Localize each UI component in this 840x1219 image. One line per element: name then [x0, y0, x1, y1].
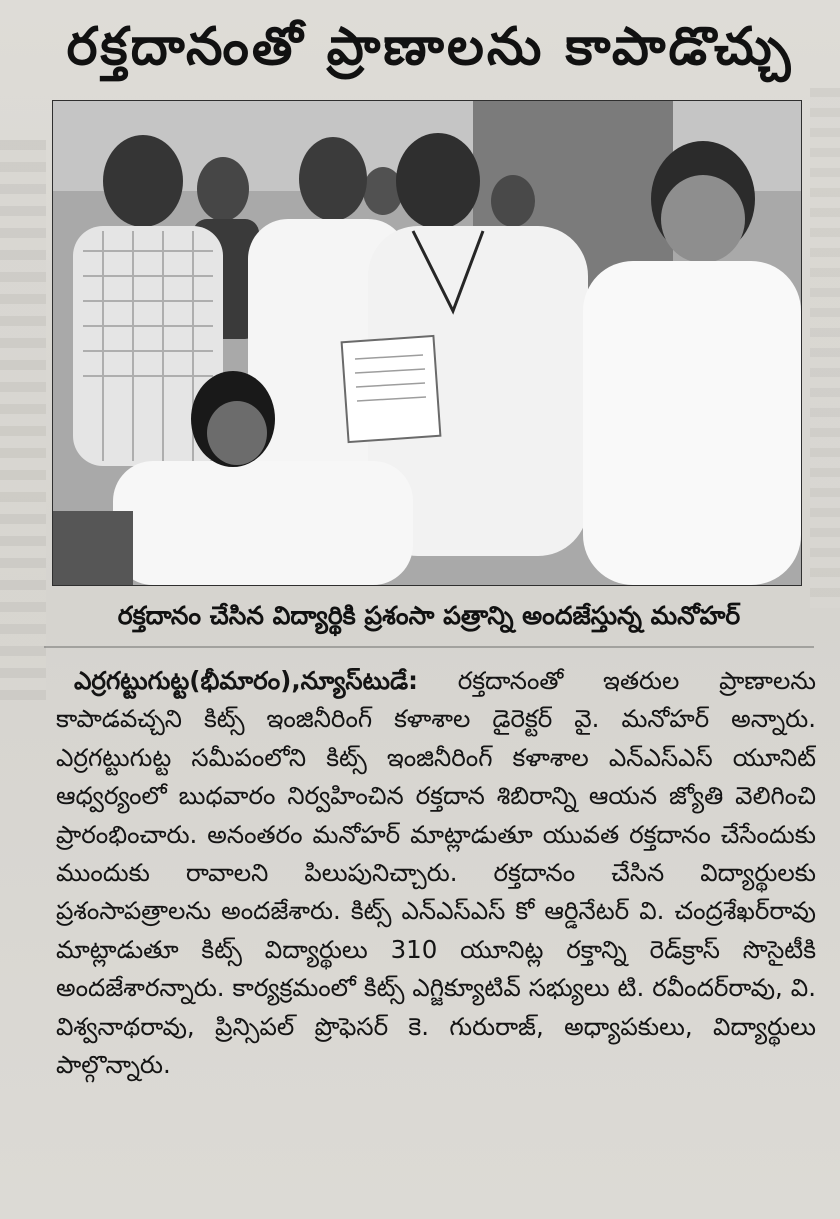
article-body — [56, 662, 816, 1210]
news-photo-icon — [53, 101, 801, 585]
news-photo — [52, 100, 802, 586]
article-text: రక్తదానంతో ఇతరుల ప్రాణాలను కాపాడవచ్చని కిట్స్ ఇంజినీరింగ్ కళాశాల డైరెక్టర్ వై. మనోహర్ అన్నారు. ఎర్రగట్టుగుట్ట సమీపంలోని కిట్స్ ఇంజినీరింగ్ కళాశాల ఎన్‌ఎస్‌ఎస్ యూనిట్ ఆధ్వర్యంలో బుధవారం నిర్వహించిన రక్తదాన శిబిరాన్ని ఆయన జ్యోతి వెలిగించి ప్రారంభించారు. అనంతరం మనోహర్ మాట్లాడుతూ యువత రక్తదానం చేసేందుకు ముందుకు రావాలని పిలుపునిచ్చారు. రక్తదానం చేసిన విద్యార్థులకు ప్రశంసాపత్రాలను అందజేశారు. కిట్స్ ఎన్‌ఎస్‌ఎస్ కో ఆర్డినేటర్ వి. చంద్రశేఖర్‌రావు మాట్లాడుతూ కిట్స్ విద్యార్థులు 310 యూనిట్ల రక్తాన్ని రెడ్‌క్రాస్ సొసైటీకి అందజేశారన్నారు. కార్యక్రమంలో కిట్స్ ఎగ్జిక్యూటివ్ సభ్యులు టి. రవీందర్‌రావు, వి. విశ్వనాథరావు, ప్రిన్సిపల్ ప్రొఫెసర్ కె. గురురాజ్, అధ్యాపకులు, విద్యార్థులు పాల్గొన్నారు. — [56, 666, 816, 1080]
photo-caption: రక్తదానం చేసిన విద్యార్థికి ప్రశంసా పత్రాన్ని అందజేస్తున్న మనోహర్ — [117, 601, 741, 630]
adjacent-column-bleed-left — [0, 140, 46, 700]
adjacent-column-bleed-right — [810, 88, 840, 608]
headline: రక్తదానంతో ప్రాణాలను కాపాడొచ్చు — [66, 17, 794, 77]
article-paragraph — [56, 662, 816, 1084]
caption-divider — [44, 646, 814, 648]
article-dateline: ఎర్రగట్టుగుట్ట(భీమారం),న్యూస్‌టుడే: — [74, 666, 418, 695]
